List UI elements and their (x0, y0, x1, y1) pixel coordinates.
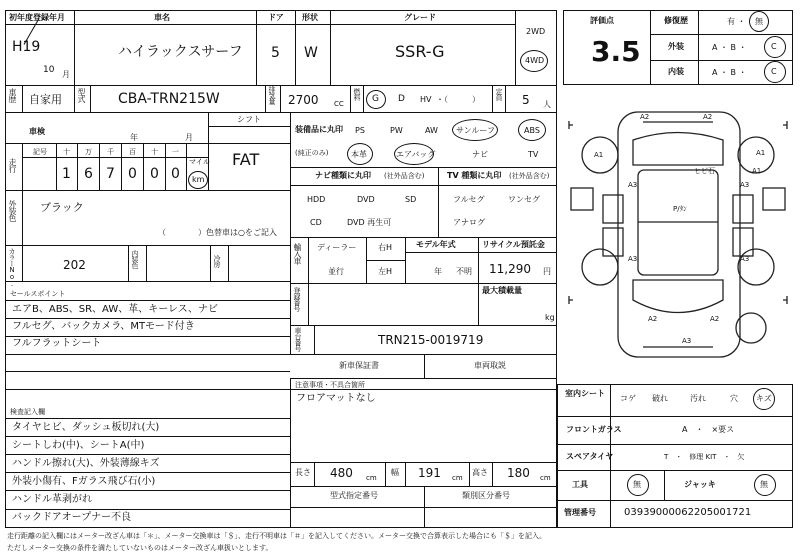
color-code-value: 202 (63, 258, 86, 272)
mileage-h-4: 百 (129, 148, 136, 156)
model-year-year: 年 (434, 267, 442, 276)
score-label: 評価点 (590, 16, 614, 25)
notes-label: 注意事項・不具合箇所 (295, 381, 365, 389)
navi-hdd: HDD (307, 195, 326, 204)
grade-value: SSR-G (395, 42, 445, 61)
diag-label-a3-right-1: A3 (740, 181, 750, 189)
color-change-note: （ ）色替車は○をご記入 (158, 228, 277, 237)
usage-value: 自家用 (29, 93, 62, 106)
length-unit: cm (366, 474, 377, 482)
equip-sunroof: サンルーフ (456, 126, 495, 135)
exterior-color-label: 外装色 (8, 200, 17, 221)
spare-value: T ・ 修理 KIT ・ 欠 (664, 453, 745, 461)
car-damage-diagram (563, 100, 793, 370)
color-code-label: カラーNo. (8, 248, 16, 287)
diag-label-a3-left-1: A3 (628, 181, 638, 189)
mileage-digit-1: 6 (84, 166, 93, 182)
mileage-unit: km (192, 175, 205, 184)
inspection-notes-label: 検査記入欄 (10, 408, 45, 416)
shift-value: FAT (232, 150, 260, 169)
mileage-h-0: 記号 (33, 148, 47, 156)
diag-label-a1-bottom-right: A1 (752, 167, 762, 175)
model-label: 型式 (77, 88, 86, 102)
navi-dvd-play: DVD 再生可 (347, 218, 392, 227)
equip-navi: ナビ (472, 150, 488, 159)
tv-fullseg: フルセグ (453, 195, 485, 204)
month-unit: 月 (62, 70, 70, 79)
import-parallel: 並行 (328, 267, 344, 276)
score-value: 3.5 (591, 35, 641, 68)
equip-airbag: エアバッグ (396, 150, 436, 159)
repair-circled: 無 (755, 17, 763, 26)
width-unit: cm (452, 474, 463, 482)
tv-type-sub: (社外品含む) (509, 172, 550, 180)
inspection-note-3: ハンドル擦れ(大)、外装薄線キズ (12, 458, 160, 469)
recycle-unit: 円 (543, 267, 551, 276)
notes-text: フロアマットなし (296, 393, 376, 404)
equip-tv: TV (528, 150, 539, 159)
equipment-label: 装備品に丸印 (295, 125, 343, 134)
navi-type-label: ナビ種類に丸印 (315, 171, 371, 180)
equip-ps: PS (355, 126, 365, 135)
exterior-color-value: ブラック (40, 201, 84, 214)
tools-label: 工具 (572, 480, 588, 489)
seat-label: 室内シート (565, 389, 605, 398)
inspection-month: 月 (185, 133, 193, 142)
usage-label: 車歴 (8, 88, 17, 102)
mileage-h-1: 十 (63, 148, 70, 156)
model-year-unknown: 不明 (456, 267, 472, 276)
tv-type-label: TV 種類に丸印 (447, 171, 502, 180)
capacity-label: 定員 (495, 88, 503, 100)
navi-type-sub: (社外品含む) (384, 172, 425, 180)
mileage-h-6: 一 (172, 148, 179, 156)
equip-aw: AW (425, 126, 438, 135)
inspection-note-2: シートしわ(中)、シートA(中) (12, 440, 145, 451)
inspection-note-1: タイヤヒビ、ダッシュ板切れ(大) (12, 422, 160, 433)
int-grade-options: A ・ B ・ (712, 68, 747, 77)
right-hand: 右H (378, 243, 393, 252)
width-value: 191 (418, 466, 441, 480)
inspection-note-5: ハンドル革剥がれ (12, 494, 92, 505)
recycle-value: 11,290 (489, 262, 531, 276)
equipment-sub: (純正のみ) (295, 149, 329, 157)
shape-label: 形状 (302, 13, 318, 22)
displacement-value: 2700 (288, 93, 319, 107)
aircon-label: 冷房 (213, 255, 221, 267)
car-name: ハイラックスサーフ (118, 44, 243, 60)
int-grade-circled: C (771, 67, 777, 76)
displacement-unit: CC (334, 100, 344, 108)
diag-label-a1-right: A1 (756, 149, 766, 157)
import-dealer: ディーラー (317, 243, 357, 252)
glass-label: フロントガラス (566, 425, 622, 434)
tv-analog: アナログ (453, 218, 485, 227)
seat-opt-tear: 破れ (652, 394, 668, 403)
mileage-digit-2: 7 (106, 166, 115, 182)
capacity-unit: 人 (543, 100, 551, 109)
first-reg-label: 初年度登録年月 (9, 13, 65, 22)
max-load-label: 最大積載量 (482, 286, 522, 295)
mileage-label: 走行 (8, 158, 17, 172)
length-label: 長さ (295, 468, 311, 477)
inspection-year: 年 (130, 133, 138, 142)
navi-sd: SD (405, 195, 417, 204)
mgmt-number: 03939000062205001721 (624, 507, 752, 518)
mileage-digit-4: 0 (150, 166, 159, 182)
jack-circled: 無 (760, 480, 768, 489)
displacement-label: 排気量 (268, 86, 276, 104)
inspection-note-4: 外装小傷有、Fガラス飛び石(小) (12, 476, 156, 487)
type-designation-label: 型式指定番号 (330, 491, 378, 500)
shape-value: W (304, 45, 318, 61)
navi-cd: CD (310, 218, 322, 227)
first-reg-month: 10 (43, 65, 55, 75)
tools-circled: 無 (633, 480, 641, 489)
int-grade-label: 内装 (668, 67, 684, 76)
door-label: ドア (268, 13, 284, 22)
car-name-label: 車名 (154, 13, 170, 22)
diag-label-a3-left-2: A3 (628, 255, 638, 263)
selling-points-label: セールスポイント (10, 290, 66, 298)
model-value: CBA-TRN215W (118, 91, 220, 107)
max-load-unit: kg (545, 313, 555, 322)
height-label: 高さ (472, 468, 488, 477)
first-reg-era: H19 (12, 39, 41, 55)
diag-label-a3-bottom: A3 (682, 337, 692, 345)
equip-leather: 本革 (351, 150, 367, 159)
fuel-other: ・（ ） (436, 95, 480, 104)
selling-point-3: フルフラットシート (12, 338, 102, 349)
import-label: 輸入車 (293, 243, 302, 264)
equip-abs: ABS (524, 126, 540, 135)
diag-label-a2-bottom-right: A2 (710, 315, 720, 323)
shift-label: シフト (237, 115, 261, 124)
chassis-value: TRN215-0019719 (378, 333, 484, 347)
mileage-h-3: 千 (107, 148, 114, 156)
height-unit: cm (540, 474, 551, 482)
length-value: 480 (330, 466, 353, 480)
navi-dvd: DVD (357, 195, 375, 204)
manual-label: 車両取説 (474, 361, 506, 370)
mileage-digit-3: 0 (128, 166, 137, 182)
ext-grade-options: A ・ B ・ (712, 43, 747, 52)
fuel-label: 燃料 (353, 88, 361, 100)
diag-label-roof: P/ﾀﾝ (673, 205, 687, 213)
grade-label: グレード (404, 13, 436, 22)
inspection-label: 車検 (29, 127, 45, 136)
selling-point-1: エアB、ABS、SR、AW、革、キーレス、ナビ (12, 304, 219, 315)
spare-label: スペアタイヤ (566, 452, 614, 461)
seat-scratch: キズ (756, 394, 772, 403)
mileage-mile: マイル (189, 158, 210, 166)
ext-grade-circled: C (771, 42, 777, 51)
chassis-label: 車台番号 (294, 327, 302, 351)
ext-grade-label: 外装 (668, 42, 684, 51)
diag-label-a1-left: A1 (594, 151, 604, 159)
diag-label-windshield: ヒビ石 (694, 167, 715, 175)
equip-pw: PW (390, 126, 403, 135)
door-value: 5 (271, 45, 280, 61)
inspection-note-6: バックドアオープナー不良 (12, 512, 132, 523)
recycle-label: リサイクル預託金 (482, 240, 545, 249)
drive-2wd: 2WD (526, 27, 546, 36)
capacity-value: 5 (522, 93, 530, 107)
footer-note-2: ただしメーター交換の条件を満たしていないものはメーター改ざん車扱いとします。 (7, 544, 273, 552)
mileage-digit-0: 1 (62, 166, 71, 182)
mgmt-label: 管理番号 (564, 508, 596, 517)
mileage-h-5: 十 (151, 148, 158, 156)
selling-point-2: フルセグ、バックカメラ、MTモード付き (12, 321, 195, 332)
seat-opt-stain: 汚れ (690, 394, 706, 403)
glass-value: A ・ ×要ス (682, 425, 735, 434)
diag-label-a2-top-right: A2 (703, 113, 713, 121)
seat-opt-burn: コゲ (620, 394, 636, 403)
category-label: 類別区分番号 (462, 491, 510, 500)
interior-color-label: 内装色 (131, 250, 139, 268)
fuel-d: D (398, 94, 405, 104)
drive-4wd: 4WD (525, 56, 545, 65)
fuel-g: G (372, 94, 379, 104)
mileage-h-2: 万 (85, 148, 92, 156)
jack-label: ジャッキ (684, 480, 716, 489)
tv-oneseg: ワンセグ (508, 195, 540, 204)
repair-options: 有 ・ (727, 17, 746, 26)
fuel-hv: HV (420, 95, 432, 104)
reg-no-label: 登録番号 (293, 287, 301, 311)
width-label: 幅 (391, 468, 399, 477)
diag-label-a2-top-left: A2 (640, 113, 650, 121)
seat-opt-hole: 穴 (730, 394, 738, 403)
warranty-label: 新車保証書 (339, 361, 379, 370)
footer-note-1: 走行距離の記入欄にはメーター改ざん車は「＊」、メーター交換車は「＄」、走行不明車は「＃」を記入してください。メーター交換で合算表示した場合にも「＄」を記入。 (7, 532, 546, 540)
height-value: 180 (507, 466, 530, 480)
left-hand: 左H (378, 267, 393, 276)
mileage-digit-5: 0 (171, 166, 180, 182)
diag-label-a3-right-2: A3 (740, 255, 750, 263)
diag-label-a2-bottom-left: A2 (648, 315, 658, 323)
repair-label: 修復歴 (664, 16, 688, 25)
model-year-label: モデル年式 (416, 240, 456, 249)
